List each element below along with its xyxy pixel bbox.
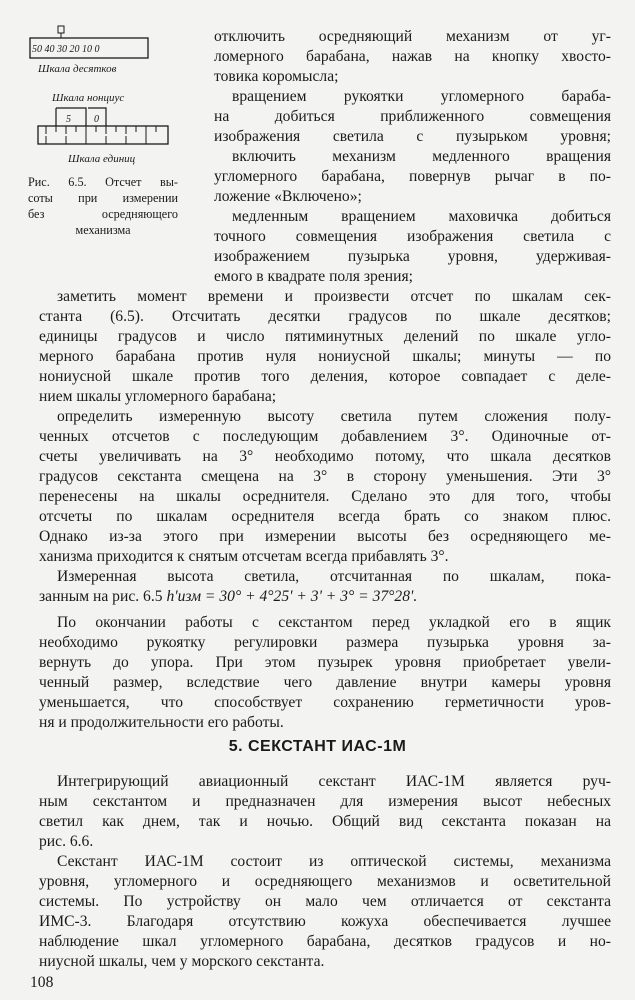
text-line: точного совмещения изображения светила с: [214, 228, 611, 245]
text-line: занным на рис. 6.5: [39, 588, 163, 605]
section-heading: 5. СЕКСТАНТ ИАС-1М: [228, 738, 407, 755]
text-line: Однако из-за этого при измерении высоты без осредняющего ме-: [39, 528, 611, 545]
caption-line: Рис. 6.5. Отсчет вы-: [28, 175, 178, 189]
text-line: наблюдение шкал угломерного барабана, десятков градусов и но-: [39, 933, 611, 950]
text-line: уровня, угломерного и осредняющего механизмов и осветительной: [39, 873, 611, 890]
tens-scale: [30, 26, 148, 75]
text-line: отсчеты по шкалам осреднителя всегда брать со знаком плюс.: [39, 508, 611, 525]
text-line: ИМС-3. Благодаря отсутствию кожуха обеспечивается лучшее: [39, 913, 611, 930]
caption-line: без осредняющего: [28, 207, 178, 221]
text-line: уменьшается, что способствует сохранению герметичности уров-: [39, 694, 611, 711]
text-line: изображением пузырька уровня, удерживая-: [214, 248, 611, 265]
text-line: заметить момент времени и произвести отсчет по шкалам сек-: [57, 288, 611, 305]
text-line: станта (6.5). Отсчитать десятки градусов по шкале десятков;: [39, 308, 611, 325]
tens-scale-label: Шкала десятков: [38, 63, 117, 75]
text-line: ня и продолжительности его работы.: [39, 714, 284, 731]
text-line: Измеренная высота светила, отсчитанная по шкалам, пока-: [57, 568, 611, 585]
text-line: ханизма приходится к снятым отсчетам всегда прибавлять 3°.: [39, 548, 449, 565]
text-line: нониусной шкале против того деления, которое совпадает с деле-: [39, 368, 611, 385]
text-line: изображения светила с пузырьком уровня;: [214, 128, 611, 145]
text-line: мерного барабана против нуля нониусной шкалы; минуты — по: [39, 348, 611, 365]
text-line: емого в квадрате поля зрения;: [214, 268, 413, 285]
units-scale: [38, 108, 168, 165]
vernier-number-0: 0: [94, 114, 99, 125]
text-line: ломерного барабана, нажав на кнопку хвосто-: [214, 48, 611, 65]
text-line: ниусной шкалы, чем у морского секстанта.: [39, 953, 325, 970]
text-line: Интегрирующий авиационный секстант ИАС-1М является руч-: [57, 773, 611, 790]
units-scale-label: Шкала единиц: [68, 153, 136, 165]
text-line: перенесены на шкалы осреднителя. Сделано это для того, чтобы: [39, 488, 611, 505]
text-line: вернуть до упора. При этом пузырек уровня приобретает увели-: [39, 654, 611, 671]
text-line: По окончании работы с секстантом перед укладкой его в ящик: [57, 614, 611, 631]
page-number: 108: [30, 974, 54, 991]
text-line: нием шкалы угломерного барабана;: [39, 388, 277, 405]
figure-caption: [28, 174, 178, 238]
text-line: счеты увеличивать на 3° необходимо потому, что шкала десятков: [39, 448, 611, 465]
text-line: товика коромысла;: [214, 68, 339, 85]
text-line: вращением рукоятки угломерного бараба-: [232, 88, 611, 105]
vernier-scale-label: Шкала нонциус: [52, 92, 125, 104]
text-line: включить механизм медленного вращения: [232, 148, 611, 165]
caption-line: соты при измерении: [28, 191, 178, 205]
text-line: определить измеренную высоту светила путем сложения полу-: [57, 408, 611, 425]
text-line: ченный размер, вследствие чего давление внутри камеры уровня: [39, 674, 611, 691]
text-line: градусов секстанта смещена на 3° в сторону уменьшения. Эти 3°: [39, 468, 611, 485]
text-line: необходимо рукоятку регулировки размера пузырька уровня за-: [39, 634, 611, 651]
tens-scale-numbers: 50 40 30 20 10 0: [32, 44, 100, 55]
text-line: на добиться приближенного совмещения: [214, 108, 611, 125]
text-line: светил как днем, так и ночью. Общий вид секстанта показан на: [39, 813, 611, 830]
vernier-number-5: 5: [66, 114, 71, 125]
caption-line: механизма: [75, 223, 131, 237]
figure-6-5: [28, 22, 178, 238]
text-line: ным секстантом и предназначен для измерения высот небесных: [39, 793, 611, 810]
text-line: ложение «Включено»;: [214, 188, 362, 205]
text-line: угломерного барабана, повернув рычаг в по-: [214, 168, 611, 185]
altitude-formula: h'изм = 30° + 4°25' + 3' + 3° = 37°28'.: [166, 588, 418, 605]
text-line: единицы градусов и число пятиминутных делений по шкале угло-: [39, 328, 611, 345]
sextant-scales-illustration: [28, 22, 178, 172]
text-line: системы. По устройству он мало чем отличается от секстанта: [39, 893, 611, 910]
text-line: ченных отсчетов с последующим добавлением 3°. Одиночные от-: [39, 428, 611, 445]
text-line: отключить осредняющий механизм от уг-: [214, 28, 611, 45]
index-mark-icon: [58, 26, 64, 33]
text-line: Секстант ИАС-1М состоит из оптической системы, механизма: [57, 853, 611, 870]
text-line: рис. 6.6.: [39, 833, 94, 850]
formula-line: [39, 587, 611, 607]
text-line: медленным вращением маховичка добиться: [232, 208, 611, 225]
